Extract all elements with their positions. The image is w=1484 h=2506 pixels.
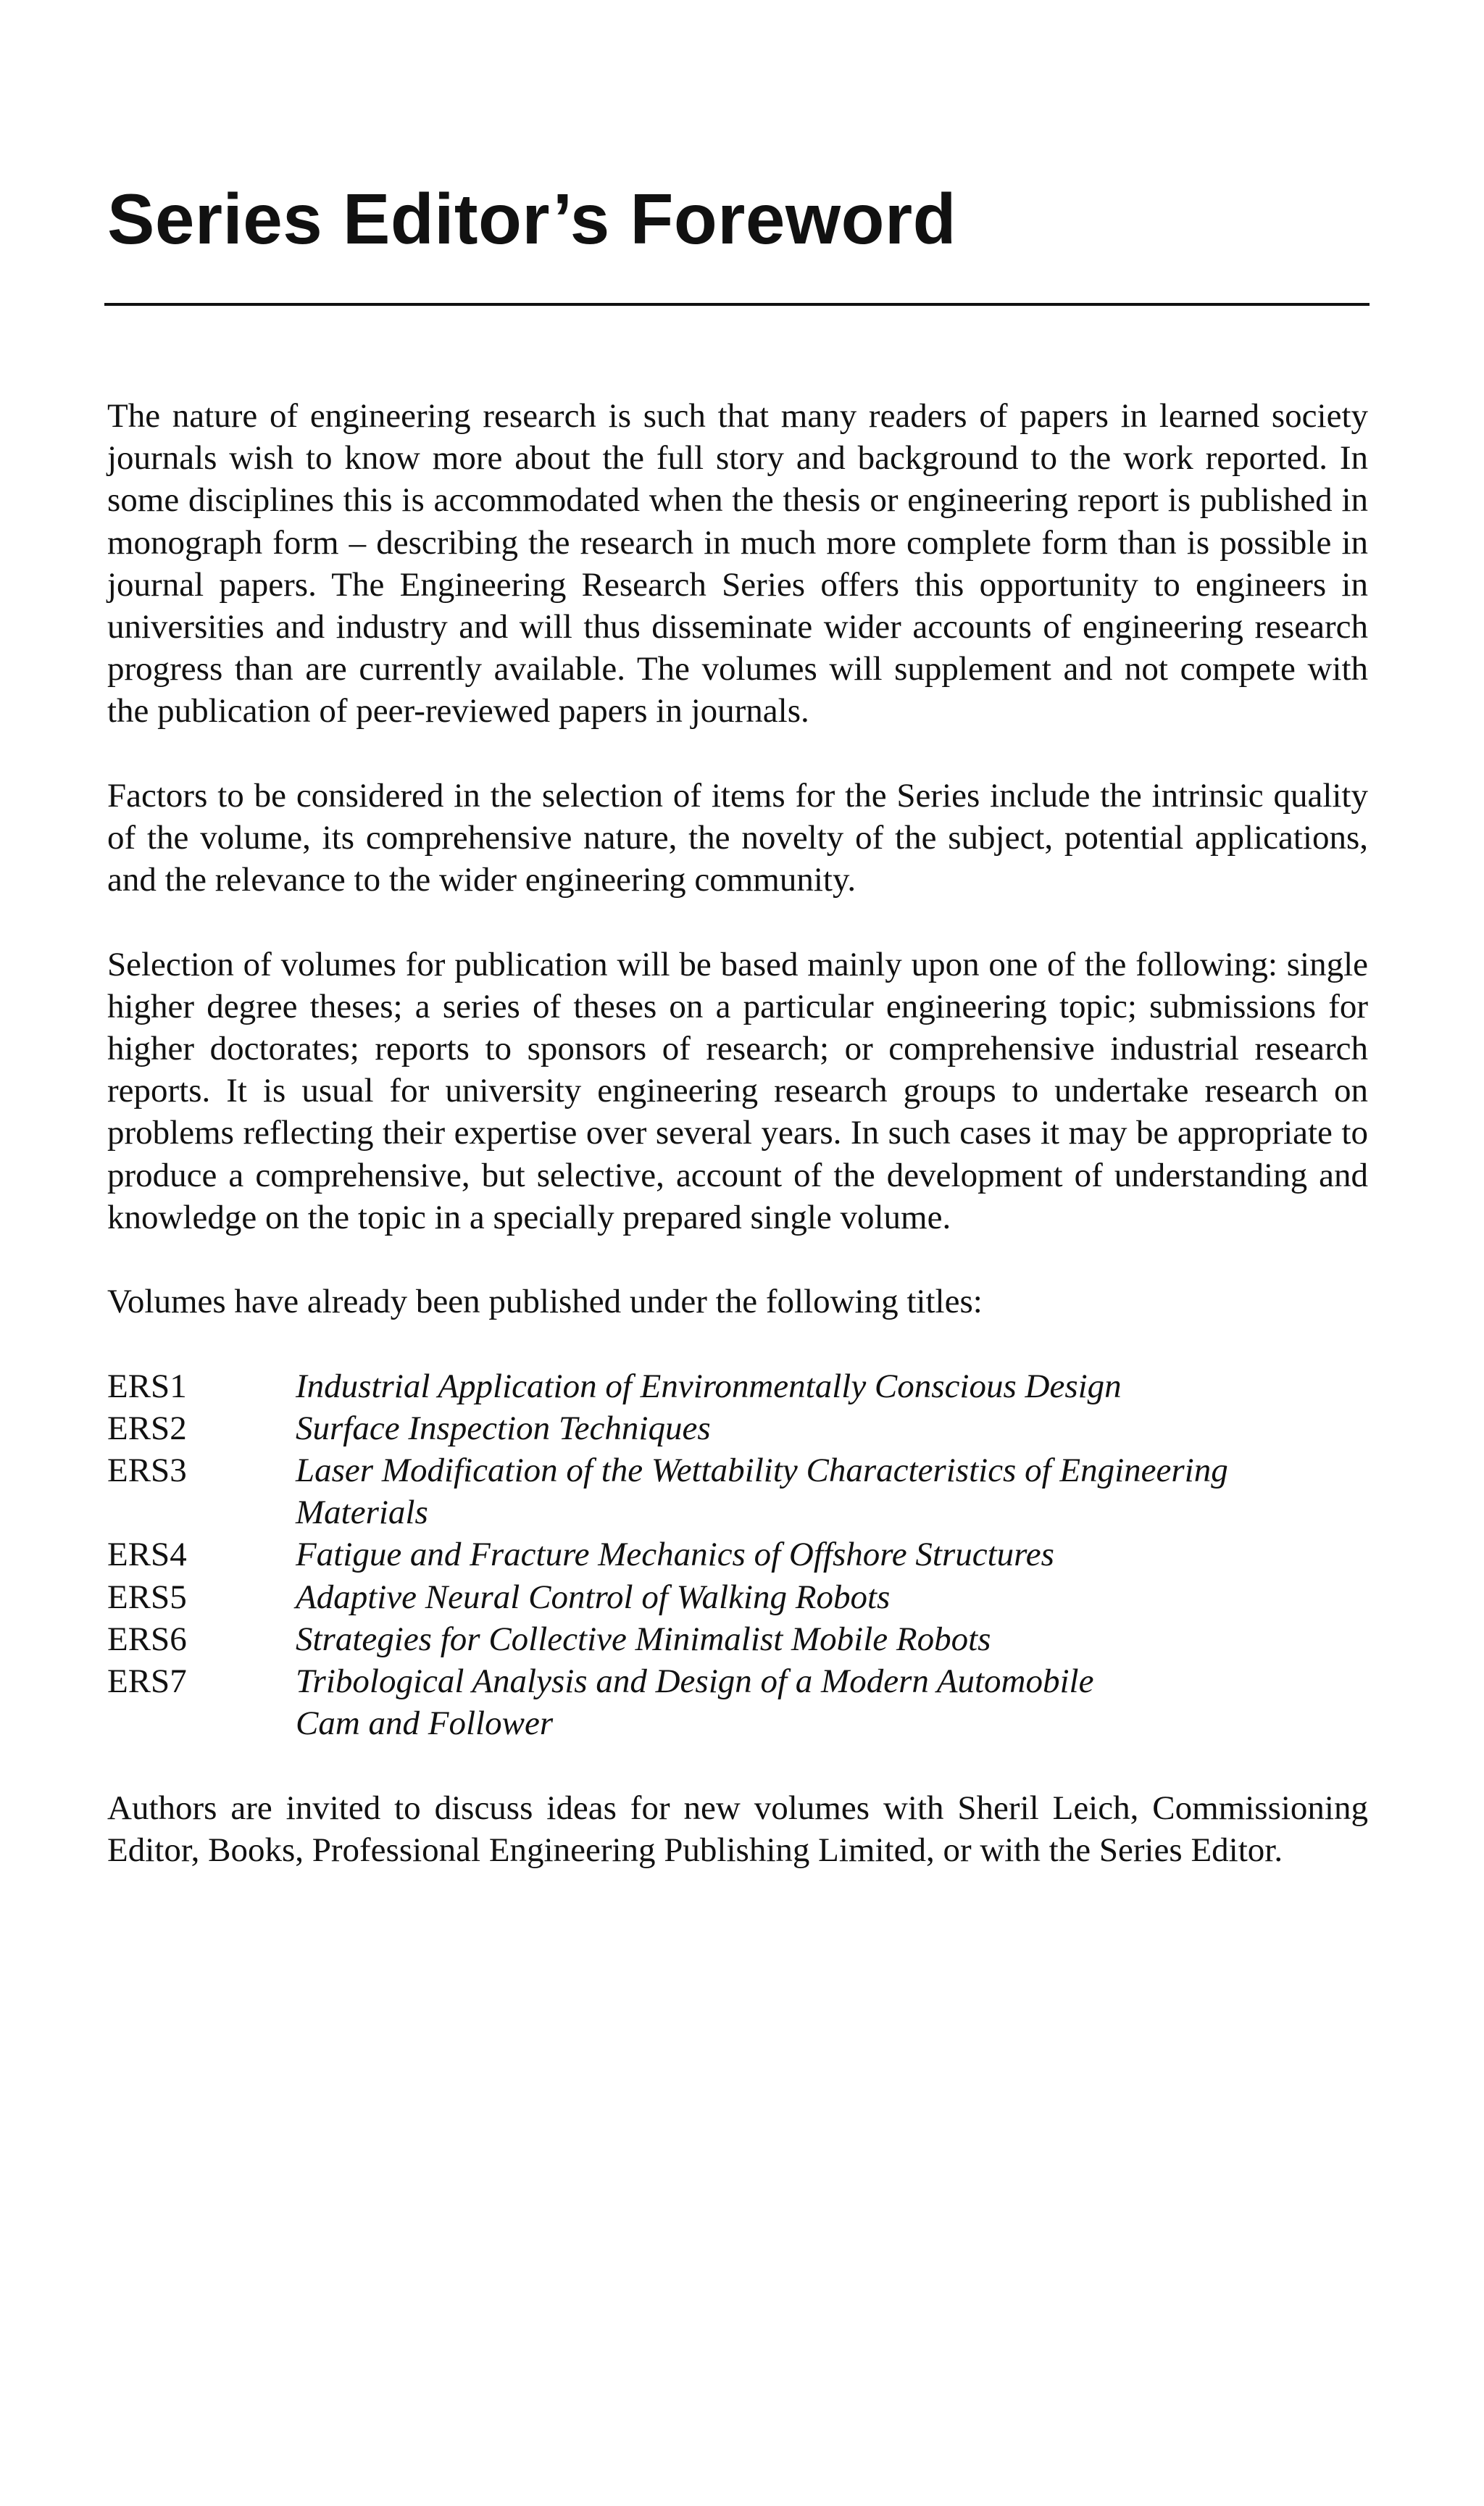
- volume-item: [107, 1618, 1368, 1660]
- volume-code: ERS7: [107, 1662, 187, 1701]
- volume-item: [107, 1449, 1368, 1533]
- volume-title: [296, 1449, 1368, 1533]
- volume-title: [296, 1618, 1368, 1660]
- volume-title-line: Cam and Follower: [296, 1704, 554, 1743]
- volume-title-line: Materials: [296, 1494, 428, 1532]
- volume-code: ERS2: [107, 1409, 187, 1447]
- volume-code: ERS6: [107, 1620, 187, 1658]
- volume-item: [107, 1533, 1368, 1575]
- volume-item: [107, 1576, 1368, 1618]
- volume-code: ERS4: [107, 1536, 187, 1574]
- volume-title-line: Fatigue and Fracture Mechanics of Offshore Structures: [296, 1536, 1054, 1574]
- volume-title-line: Adaptive Neural Control of Walking Robots: [296, 1578, 891, 1616]
- volume-title-line: Tribological Analysis and Design of a Modern Automobile: [296, 1662, 1094, 1701]
- volume-code: ERS3: [107, 1452, 187, 1490]
- volume-title: [296, 1576, 1368, 1618]
- volume-title-line: Strategies for Collective Minimalist Mobile Robots: [296, 1620, 991, 1658]
- paragraph-volumes-intro: Volumes have already been published under the following titles:: [107, 1283, 983, 1321]
- volume-item: [107, 1365, 1368, 1407]
- foreword-body: [107, 395, 1368, 1913]
- volume-title: [296, 1533, 1368, 1575]
- volume-title: [296, 1365, 1368, 1407]
- paragraph-selection: Selection of volumes for publication will be based mainly upon one of the following: single higher degree theses; a series of theses on a particular engineering topic; submissions for higher doctorates; reports to sponsors of research; or comprehensive industrial research reports. It is usual for university engineering research groups to undertake research on problems reflecting their expertise over several years. In such cases it may be appropriate to produce a comprehensive, but selective, account of the development of understanding and knowledge on the topic in a specially prepared single volume.: [107, 945, 1368, 1236]
- paragraph-factors: Factors to be considered in the selection of items for the Series include the intrinsic quality of the volume, its comprehensive nature, the novelty of the subject, potential applications, and the relevance to the wider engineering community.: [107, 776, 1368, 899]
- volume-code: ERS5: [107, 1578, 187, 1616]
- volume-title: [296, 1407, 1368, 1449]
- title-rule: [104, 303, 1370, 306]
- volume-title-line: Industrial Application of Environmentally Conscious Design: [296, 1367, 1122, 1405]
- paragraph-closing: Authors are invited to discuss ideas for new volumes with Sheril Leich, Commissioning Editor, Books, Professional Engineering Publishing Limited, or with the Series Editor.: [107, 1789, 1368, 1869]
- paragraph-intro: The nature of engineering research is such that many readers of papers in learned society journals wish to know more about the full story and background to the work reported. In some disciplines this is accommodated when the thesis or engineering report is published in monograph form – describing the research in much more complete form than is possible in journal papers. The Engineering Research Series offers this opportunity to engineers in universities and industry and will thus disseminate wider accounts of engineering research progress than are currently available. The volumes will supplement and not compete with the publication of peer-reviewed papers in journals.: [107, 397, 1368, 730]
- page-title: Series Editor’s Foreword: [107, 179, 956, 259]
- volume-title: [296, 1660, 1368, 1744]
- volume-code: ERS1: [107, 1367, 187, 1405]
- volume-item: [107, 1407, 1368, 1449]
- volume-title-line: Surface Inspection Techniques: [296, 1409, 711, 1447]
- volume-item: [107, 1660, 1368, 1744]
- volume-title-line: Laser Modification of the Wettability Characteristics of Engineering: [296, 1452, 1228, 1490]
- volume-list: [107, 1365, 1368, 1745]
